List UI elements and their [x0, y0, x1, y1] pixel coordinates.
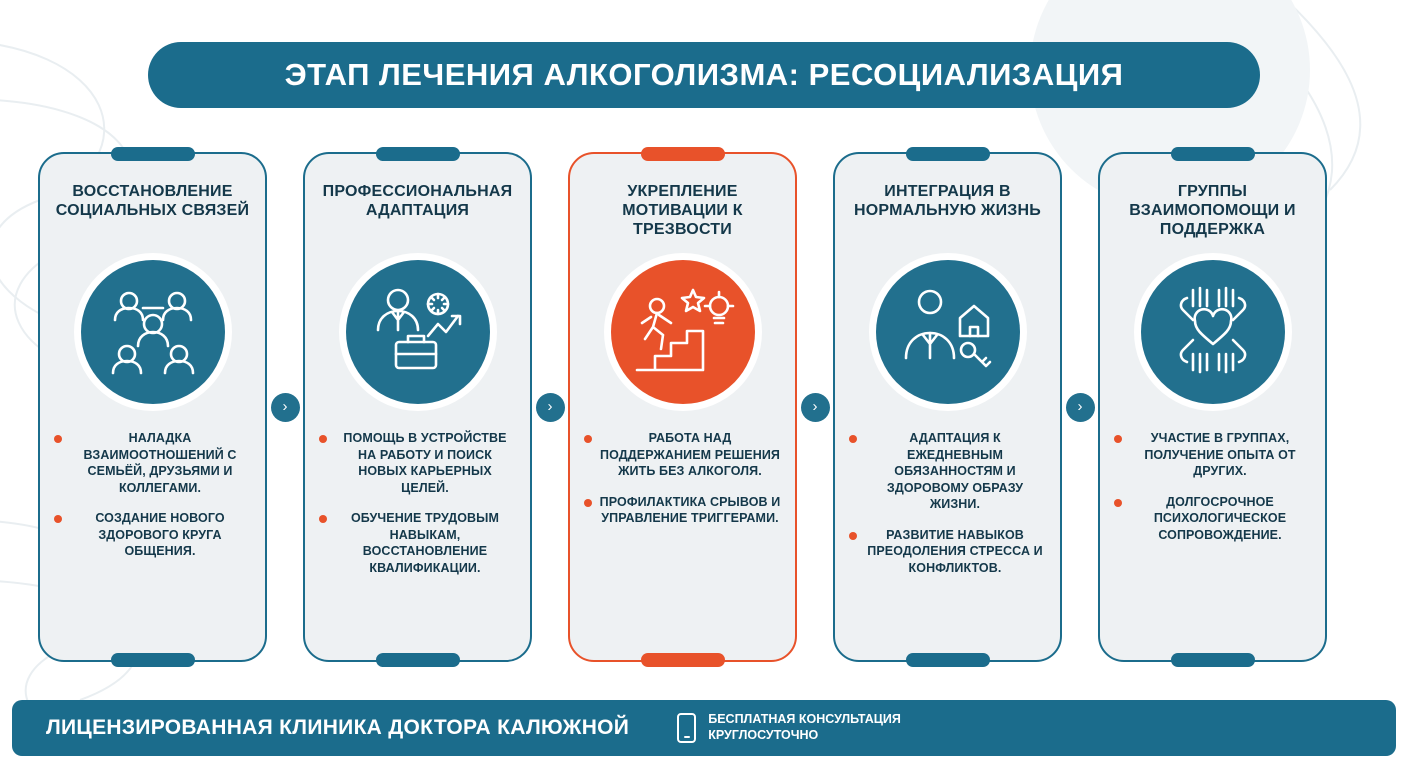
- step-bullets: [1100, 430, 1325, 557]
- card-notch-top: [1171, 147, 1255, 161]
- bullet-text: ПОМОЩЬ В УСТРОЙСТВЕ НА РАБОТУ И ПОИСК НОВЫХ КАРЬЕРНЫХ ЦЕЛЕЙ.: [343, 431, 507, 495]
- step-card-4[interactable]: [833, 152, 1062, 662]
- step-arrow-4: [1062, 152, 1098, 662]
- bullet-text: ДОЛГОСРОЧНОЕ ПСИХОЛОГИЧЕСКОЕ СОПРОВОЖДЕНИЕ.: [1153, 494, 1287, 542]
- card-notch-bottom: [376, 653, 460, 667]
- bullet-text: УЧАСТИЕ В ГРУППАХ, ПОЛУЧЕНИЕ ОПЫТА ОТ ДРУГИХ.: [1144, 431, 1296, 478]
- step-icon-circle: [1141, 260, 1285, 404]
- card-notch-top: [111, 147, 195, 161]
- bullet-item: [1114, 494, 1311, 544]
- bullet-item: [849, 527, 1046, 577]
- page-title-banner: [148, 42, 1260, 108]
- bullet-item: [319, 430, 516, 496]
- step-icon-circle: [346, 260, 490, 404]
- bullet-text: СОЗДАНИЕ НОВОГО ЗДОРОВОГО КРУГА ОБЩЕНИЯ.: [95, 511, 225, 558]
- bullet-item: [54, 430, 251, 496]
- bullet-text: АДАПТАЦИЯ К ЕЖЕДНЕВНЫМ ОБЯЗАННОСТЯМ И ЗДОРОВОМУ ОБРАЗУ ЖИЗНИ.: [886, 431, 1024, 511]
- bullet-item: [319, 510, 516, 576]
- step-bullets: [305, 430, 530, 590]
- footer-bar: [12, 700, 1396, 756]
- step-bullets: [570, 430, 795, 541]
- step-bullets: [40, 430, 265, 574]
- step-title: УКРЕПЛЕНИЕ МОТИВАЦИИ К ТРЕЗВОСТИ: [622, 183, 743, 239]
- step-title: ПРОФЕССИОНАЛЬНАЯ АДАПТАЦИЯ: [322, 183, 513, 220]
- step-title: ИНТЕГРАЦИЯ В НОРМАЛЬНУЮ ЖИЗНЬ: [854, 183, 1041, 220]
- mobile-phone-icon: [677, 713, 696, 743]
- clinic-name: ЛИЦЕНЗИРОВАННАЯ КЛИНИКА ДОКТОРА КАЛЮЖНОЙ: [46, 716, 630, 739]
- hands-heart-support-icon: [1163, 282, 1263, 383]
- step-bullets: [835, 430, 1060, 590]
- card-notch-top: [376, 147, 460, 161]
- page-title: ЭТАП ЛЕЧЕНИЯ АЛКОГОЛИЗМА: РЕСОЦИАЛИЗАЦИЯ: [284, 56, 1124, 92]
- step-card-1[interactable]: [38, 152, 267, 662]
- bullet-dot-icon: [849, 532, 857, 540]
- step-card-3[interactable]: [568, 152, 797, 662]
- step-card-2[interactable]: [303, 152, 532, 662]
- bullet-item: [849, 430, 1046, 513]
- consultation-line-1: БЕСПЛАТНАЯ КОНСУЛЬТАЦИЯ: [708, 712, 901, 727]
- card-notch-bottom: [111, 653, 195, 667]
- people-group-icon: [105, 284, 201, 381]
- step-title: ВОССТАНОВЛЕНИЕ СОЦИАЛЬНЫХ СВЯЗЕЙ: [55, 183, 250, 220]
- chevron-right-icon: ›: [271, 393, 300, 422]
- bullet-dot-icon: [584, 499, 592, 507]
- bullet-item: [584, 430, 781, 480]
- bullet-dot-icon: [319, 435, 327, 443]
- step-arrow-1: [267, 152, 303, 662]
- consultation-text: [708, 712, 901, 743]
- step-arrow-2: [532, 152, 568, 662]
- bullet-dot-icon: [319, 515, 327, 523]
- bullet-text: РАЗВИТИЕ НАВЫКОВ ПРЕОДОЛЕНИЯ СТРЕССА И КОНФЛИКТОВ.: [867, 527, 1043, 575]
- bullet-item: [1114, 430, 1311, 480]
- bullet-dot-icon: [1114, 499, 1122, 507]
- person-house-key-icon: [898, 284, 998, 381]
- card-notch-bottom: [1171, 653, 1255, 667]
- step-icon-circle: [81, 260, 225, 404]
- chevron-right-icon: ›: [1066, 393, 1095, 422]
- step-title: ГРУППЫ ВЗАИМОПОМОЩИ И ПОДДЕРЖКА: [1129, 183, 1296, 239]
- bullet-item: [54, 510, 251, 560]
- step-arrow-3: [797, 152, 833, 662]
- bullet-dot-icon: [849, 435, 857, 443]
- bullet-text: ОБУЧЕНИЕ ТРУДОВЫМ НАВЫКАМ, ВОССТАНОВЛЕНИЕ КВАЛИФИКАЦИИ.: [350, 511, 500, 575]
- card-notch-bottom: [641, 653, 725, 667]
- chevron-right-icon: ›: [801, 393, 830, 422]
- card-notch-top: [641, 147, 725, 161]
- chevron-right-icon: ›: [536, 393, 565, 422]
- bullet-text: НАЛАДКА ВЗАИМООТНОШЕНИЙ С СЕМЬЁЙ, ДРУЗЬЯМИ И КОЛЛЕГАМИ.: [83, 431, 237, 495]
- card-notch-bottom: [906, 653, 990, 667]
- businessman-briefcase-icon: [368, 284, 468, 381]
- steps-row: [38, 152, 1370, 672]
- card-notch-top: [906, 147, 990, 161]
- bullet-dot-icon: [1114, 435, 1122, 443]
- step-icon-circle: [876, 260, 1020, 404]
- consultation-block: [677, 712, 901, 743]
- bullet-item: [584, 494, 781, 527]
- bullet-text: РАБОТА НАД ПОДДЕРЖАНИЕМ РЕШЕНИЯ ЖИТЬ БЕЗ АЛКОГОЛЯ.: [600, 431, 780, 478]
- bullet-dot-icon: [54, 515, 62, 523]
- bullet-text: ПРОФИЛАКТИКА СРЫВОВ И УПРАВЛЕНИЕ ТРИГГЕРАМИ.: [599, 494, 781, 525]
- person-climbing-stairs-idea-icon: [631, 284, 735, 381]
- bullet-dot-icon: [54, 435, 62, 443]
- step-icon-circle: [611, 260, 755, 404]
- bullet-dot-icon: [584, 435, 592, 443]
- consultation-line-2: КРУГЛОСУТОЧНО: [708, 728, 819, 742]
- step-card-5[interactable]: [1098, 152, 1327, 662]
